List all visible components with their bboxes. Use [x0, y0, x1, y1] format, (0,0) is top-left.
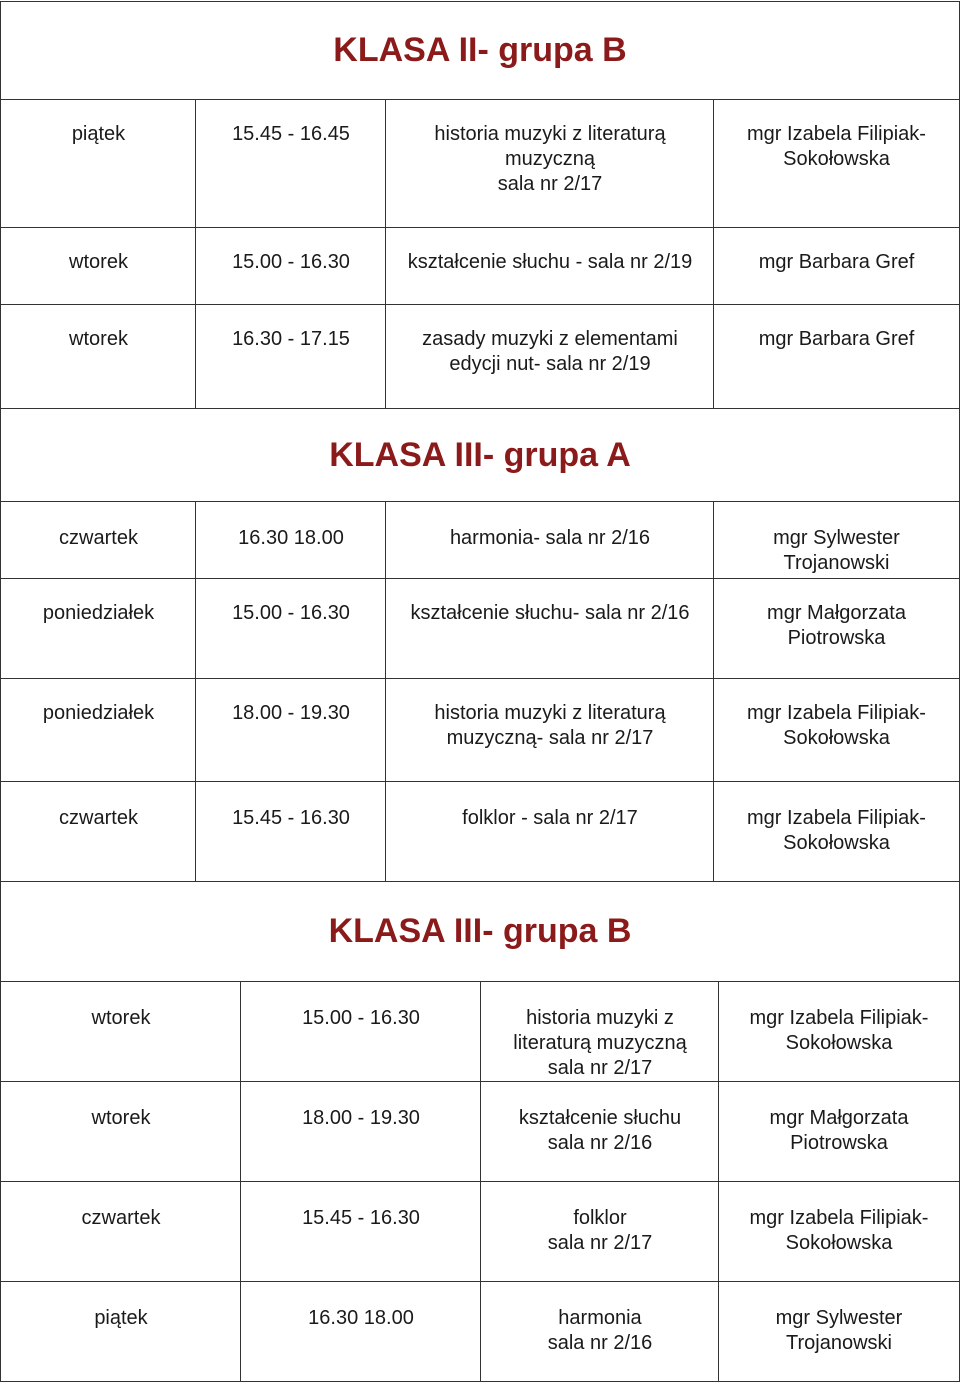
- teacher-cell-line: mgr Sylwester: [773, 527, 900, 549]
- table-row: [1, 982, 959, 1082]
- day-cell-text: piątek: [71, 123, 126, 145]
- column-divider: [385, 305, 386, 408]
- day-cell: [1, 579, 196, 626]
- teacher-cell: [714, 502, 959, 576]
- column-divider: [718, 1082, 719, 1181]
- day-cell: [1, 305, 196, 352]
- teacher-cell-line: Sokołowska: [783, 727, 890, 749]
- time-cell: [196, 679, 386, 726]
- subject-cell-line: historia muzyki z literaturą: [434, 123, 666, 145]
- time-cell-text: 15.00 - 16.30: [302, 1007, 420, 1029]
- day-cell: [1, 1182, 241, 1231]
- column-divider: [480, 1282, 481, 1381]
- column-divider: [713, 579, 714, 678]
- day-cell: [1, 1082, 241, 1131]
- teacher-cell: [714, 305, 959, 352]
- teacher-cell-line: Sokołowska: [785, 1032, 893, 1054]
- time-cell-text: 15.45 - 16.30: [232, 807, 350, 829]
- subject-cell: [386, 502, 714, 551]
- column-divider: [713, 782, 714, 881]
- subject-cell: [481, 982, 719, 1081]
- column-divider: [480, 1082, 481, 1181]
- subject-cell: [386, 305, 714, 377]
- column-divider: [713, 502, 714, 578]
- column-divider: [195, 305, 196, 408]
- column-divider: [195, 228, 196, 304]
- teacher-cell: [719, 1182, 959, 1256]
- table-row: [1, 1082, 959, 1182]
- teacher-cell: [714, 100, 959, 172]
- subject-cell-line: muzyczną: [504, 148, 596, 170]
- column-divider: [240, 1182, 241, 1281]
- column-divider: [240, 1282, 241, 1381]
- time-cell: [196, 305, 386, 352]
- subject-cell-line: kształcenie słuchu: [518, 1107, 682, 1129]
- teacher-cell-line: mgr Izabela Filipiak-: [747, 123, 926, 145]
- time-cell: [196, 502, 386, 551]
- time-cell-text: 18.00 - 19.30: [302, 1107, 420, 1129]
- teacher-cell: [714, 782, 959, 856]
- subject-cell-line: folklor - sala nr 2/17: [462, 807, 638, 829]
- column-divider: [195, 100, 196, 227]
- day-cell-text: piątek: [94, 1307, 148, 1329]
- column-divider: [195, 502, 196, 578]
- column-divider: [240, 1082, 241, 1181]
- day-cell-text: poniedziałek: [42, 702, 155, 724]
- time-cell: [196, 228, 386, 275]
- subject-cell-line: sala nr 2/16: [547, 1132, 653, 1154]
- subject-cell-line: sala nr 2/17: [547, 1057, 653, 1079]
- subject-cell: [386, 782, 714, 831]
- time-cell: [196, 579, 386, 626]
- teacher-cell-line: mgr Małgorzata: [767, 602, 906, 624]
- column-divider: [480, 982, 481, 1081]
- teacher-cell-line: mgr Sylwester: [775, 1307, 903, 1329]
- section-title: KLASA III- grupa B: [1, 882, 959, 982]
- teacher-cell-line: Piotrowska: [790, 1132, 888, 1154]
- schedule-section: [0, 881, 960, 1382]
- day-cell: [1, 782, 196, 831]
- day-cell: [1, 982, 241, 1031]
- teacher-cell: [714, 679, 959, 751]
- day-cell: [1, 502, 196, 551]
- column-divider: [718, 1282, 719, 1381]
- time-cell-text: 16.30 18.00: [308, 1307, 414, 1329]
- time-cell: [196, 782, 386, 831]
- subject-cell-line: historia muzyki z: [526, 1007, 674, 1029]
- column-divider: [385, 782, 386, 881]
- table-row: [1, 502, 959, 579]
- time-cell: [241, 1182, 481, 1231]
- table-row: [1, 679, 959, 782]
- column-divider: [195, 679, 196, 781]
- time-cell-text: 15.45 - 16.45: [232, 123, 350, 145]
- teacher-cell-line: mgr Izabela Filipiak-: [747, 702, 926, 724]
- time-cell-text: 16.30 - 17.15: [232, 328, 350, 350]
- teacher-cell-line: mgr Izabela Filipiak-: [747, 807, 926, 829]
- table-row: [1, 228, 959, 305]
- day-cell: [1, 100, 196, 147]
- teacher-cell-line: mgr Izabela Filipiak-: [749, 1207, 929, 1229]
- subject-cell-line: folklor: [573, 1207, 627, 1229]
- day-cell: [1, 228, 196, 275]
- subject-cell-line: harmonia: [558, 1307, 642, 1329]
- time-cell: [241, 982, 481, 1031]
- column-divider: [385, 679, 386, 781]
- subject-cell: [481, 1282, 719, 1356]
- column-divider: [385, 502, 386, 578]
- time-cell-text: 16.30 18.00: [238, 527, 344, 549]
- subject-cell-line: sala nr 2/17: [547, 1232, 653, 1254]
- table-row: [1, 1182, 959, 1282]
- subject-cell-line: edycji nut- sala nr 2/19: [449, 353, 651, 375]
- teacher-cell-line: Trojanowski: [786, 1332, 892, 1354]
- day-cell: [1, 1282, 241, 1331]
- teacher-cell-line: Sokołowska: [785, 1232, 893, 1254]
- table-row: [1, 782, 959, 882]
- day-cell-text: poniedziałek: [42, 602, 155, 624]
- time-cell-text: 15.00 - 16.30: [232, 251, 350, 273]
- subject-cell-line: harmonia- sala nr 2/16: [449, 527, 651, 549]
- table-row: [1, 305, 959, 409]
- schedule-section: [0, 408, 960, 882]
- day-cell-text: czwartek: [81, 1207, 161, 1229]
- time-cell: [241, 1082, 481, 1131]
- subject-cell: [386, 228, 714, 275]
- table-row: [1, 579, 959, 679]
- teacher-cell: [714, 579, 959, 651]
- subject-cell-line: muzyczną- sala nr 2/17: [446, 727, 654, 749]
- time-cell-text: 15.45 - 16.30: [302, 1207, 420, 1229]
- day-cell: [1, 679, 196, 726]
- column-divider: [195, 579, 196, 678]
- teacher-cell-line: Piotrowska: [787, 627, 886, 649]
- column-divider: [240, 982, 241, 1081]
- schedule-section: [0, 1, 960, 409]
- day-cell-text: wtorek: [91, 1107, 151, 1129]
- column-divider: [718, 982, 719, 1081]
- teacher-cell-line: mgr Barbara Gref: [758, 328, 915, 350]
- teacher-cell-line: mgr Małgorzata: [769, 1107, 909, 1129]
- subject-cell-line: sala nr 2/16: [547, 1332, 653, 1354]
- subject-cell: [386, 579, 714, 626]
- column-divider: [385, 228, 386, 304]
- column-divider: [195, 782, 196, 881]
- teacher-cell-line: mgr Barbara Gref: [758, 251, 915, 273]
- teacher-cell-line: Trojanowski: [783, 552, 890, 574]
- section-title: KLASA II- grupa B: [1, 2, 959, 100]
- day-cell-text: czwartek: [59, 807, 138, 829]
- section-title: KLASA III- grupa A: [1, 409, 959, 502]
- table-row: [1, 1282, 959, 1382]
- teacher-cell: [719, 982, 959, 1056]
- day-cell-text: czwartek: [59, 527, 138, 549]
- column-divider: [385, 579, 386, 678]
- time-cell: [241, 1282, 481, 1331]
- column-divider: [713, 305, 714, 408]
- subject-cell-line: historia muzyki z literaturą: [434, 702, 666, 724]
- day-cell-text: wtorek: [91, 1007, 151, 1029]
- subject-cell-line: kształcenie słuchu - sala nr 2/19: [407, 251, 693, 273]
- teacher-cell-line: mgr Izabela Filipiak-: [749, 1007, 929, 1029]
- subject-cell-line: kształcenie słuchu- sala nr 2/16: [410, 602, 690, 624]
- column-divider: [713, 679, 714, 781]
- column-divider: [385, 100, 386, 227]
- teacher-cell: [719, 1282, 959, 1356]
- time-cell: [196, 100, 386, 147]
- time-cell-text: 15.00 - 16.30: [232, 602, 350, 624]
- teacher-cell-line: Sokołowska: [783, 148, 890, 170]
- subject-cell: [386, 100, 714, 197]
- subject-cell: [481, 1182, 719, 1256]
- column-divider: [713, 100, 714, 227]
- subject-cell-line: sala nr 2/17: [497, 173, 603, 195]
- column-divider: [718, 1182, 719, 1281]
- subject-cell: [386, 679, 714, 751]
- table-row: [1, 100, 959, 228]
- teacher-cell: [714, 228, 959, 275]
- teacher-cell: [719, 1082, 959, 1156]
- subject-cell-line: zasady muzyki z elementami: [422, 328, 678, 350]
- subject-cell-line: literaturą muzyczną: [513, 1032, 687, 1054]
- day-cell-text: wtorek: [69, 251, 128, 273]
- time-cell-text: 18.00 - 19.30: [232, 702, 350, 724]
- subject-cell: [481, 1082, 719, 1156]
- column-divider: [713, 228, 714, 304]
- column-divider: [480, 1182, 481, 1281]
- teacher-cell-line: Sokołowska: [783, 832, 890, 854]
- day-cell-text: wtorek: [69, 328, 128, 350]
